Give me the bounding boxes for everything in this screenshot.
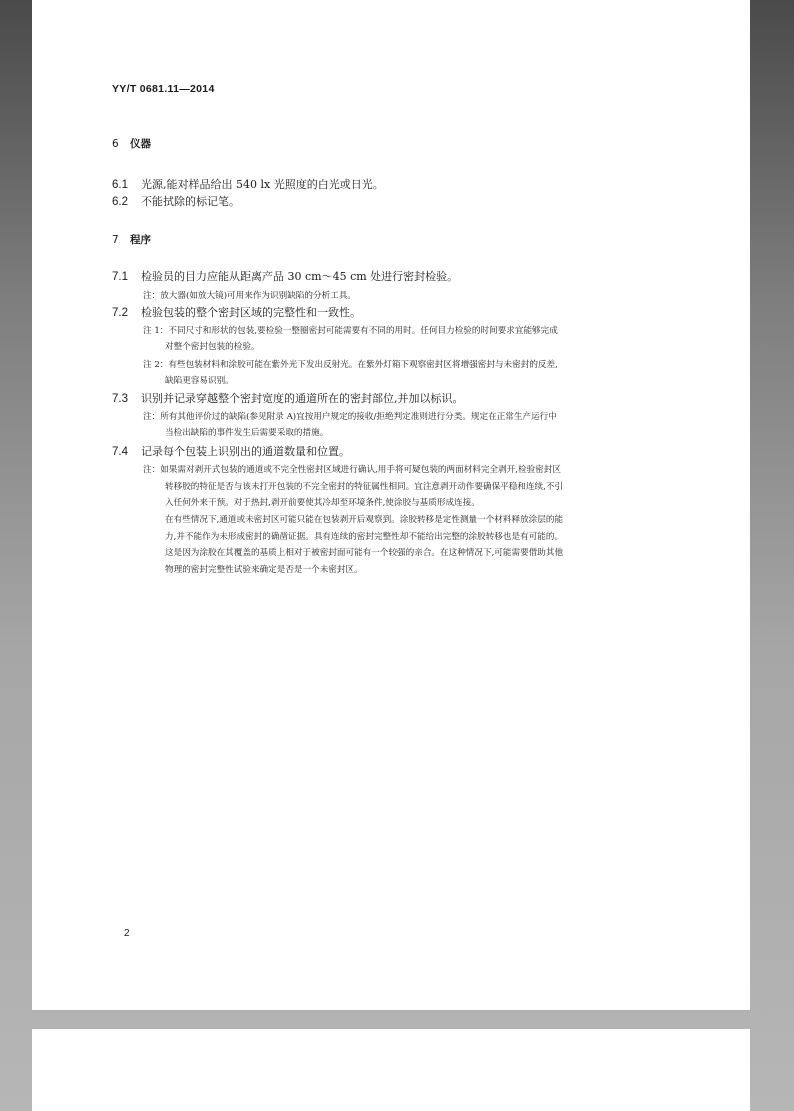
section-title: 程序 — [130, 234, 151, 246]
item-7-2 — [112, 304, 361, 320]
item-number: 7.2 — [112, 307, 128, 319]
next-document-page — [32, 1029, 750, 1111]
standard-header: YY/T 0681.11—2014 — [112, 83, 215, 95]
note-continued: 在有些情况下,通道或未密封区可能只能在包装剥开后观察到。涂胶转移是定性测量一个材料释放涂层的能 — [165, 515, 564, 525]
note-2-continued: 缺陷更容易识别。 — [165, 376, 234, 386]
item-text: 不能拭除的标记笔。 — [141, 195, 240, 208]
item-number: 7.1 — [112, 271, 128, 283]
item-number: 6.2 — [112, 196, 128, 208]
page-number: 2 — [124, 928, 130, 939]
section-number: 7 — [112, 234, 119, 246]
note: 注：放大器(如放大镜)可用来作为识别缺陷的分析工具。 — [143, 291, 356, 301]
note-continued: 物理的密封完整性试验来确定是否是一个未密封区。 — [165, 565, 363, 575]
section-number: 6 — [112, 138, 119, 150]
note-1: 注 1：不同尺寸和形状的包装,要检验一整圈密封可能需要有不同的用时。任何目力检验的时间要求宜能够完成 — [143, 326, 558, 336]
note-continued: 入任何外来干预。对于热封,剥开前要使其冷却至环境条件,使涂胶与基质形成连接。 — [165, 498, 480, 508]
section-6-heading — [112, 136, 151, 151]
note: 注：所有其他评价过的缺陷(参见附录 A)宜按用户规定的接收/拒绝判定准则进行分类。规定在正常生产运行中 — [143, 412, 557, 422]
item-text: 记录每个包装上识别出的通道数量和位置。 — [141, 445, 350, 458]
document-page — [32, 0, 750, 1010]
item-text: 光源,能对样品给出 540 lx 光照度的白光或日光。 — [141, 178, 384, 191]
section-7-heading — [112, 232, 151, 247]
item-text: 识别并记录穿越整个密封宽度的通道所在的密封部位,并加以标识。 — [141, 392, 464, 405]
item-number: 6.1 — [112, 179, 128, 191]
item-number: 7.3 — [112, 393, 128, 405]
item-text: 检验包装的整个密封区域的完整性和一致性。 — [141, 306, 361, 319]
note-continued: 转移胶的特征是否与该未打开包装的不完全密封的特征属性相同。宜注意剥开动作要确保平稳和连续,不引 — [165, 482, 564, 492]
item-text: 检验员的目力应能从距离产品 30 cm～45 cm 处进行密封检验。 — [141, 270, 459, 283]
item-6-1 — [112, 176, 384, 192]
note-1-continued: 对整个密封包装的检验。 — [165, 342, 260, 352]
note-2: 注 2：有些包装材料和涂胶可能在紫外光下发出反射光。在紫外灯箱下观察密封区将增强密封与未密封的反差, — [143, 360, 558, 370]
note: 注：如果需对剥开式包装的通道或不完全性密封区域进行确认,用手将可疑包装的两面材料完全剥开,检验密封区 — [143, 465, 561, 475]
item-7-1 — [112, 268, 458, 284]
note-continued: 力,并不能作为未形成密封的确凿证据。具有连续的密封完整性却不能给出完整的涂胶转移也是有可能的。 — [165, 532, 564, 542]
item-6-2 — [112, 193, 240, 209]
note-continued: 这是因为涂胶在其覆盖的基质上相对于被密封面可能有一个较强的亲合。在这种情况下,可能需要借助其他 — [165, 548, 564, 558]
item-7-4 — [112, 443, 350, 459]
section-title: 仪器 — [130, 138, 151, 150]
item-7-3 — [112, 390, 464, 406]
item-number: 7.4 — [112, 446, 128, 458]
note-continued: 当检出缺陷的事件发生后需要采取的措施。 — [165, 428, 329, 438]
